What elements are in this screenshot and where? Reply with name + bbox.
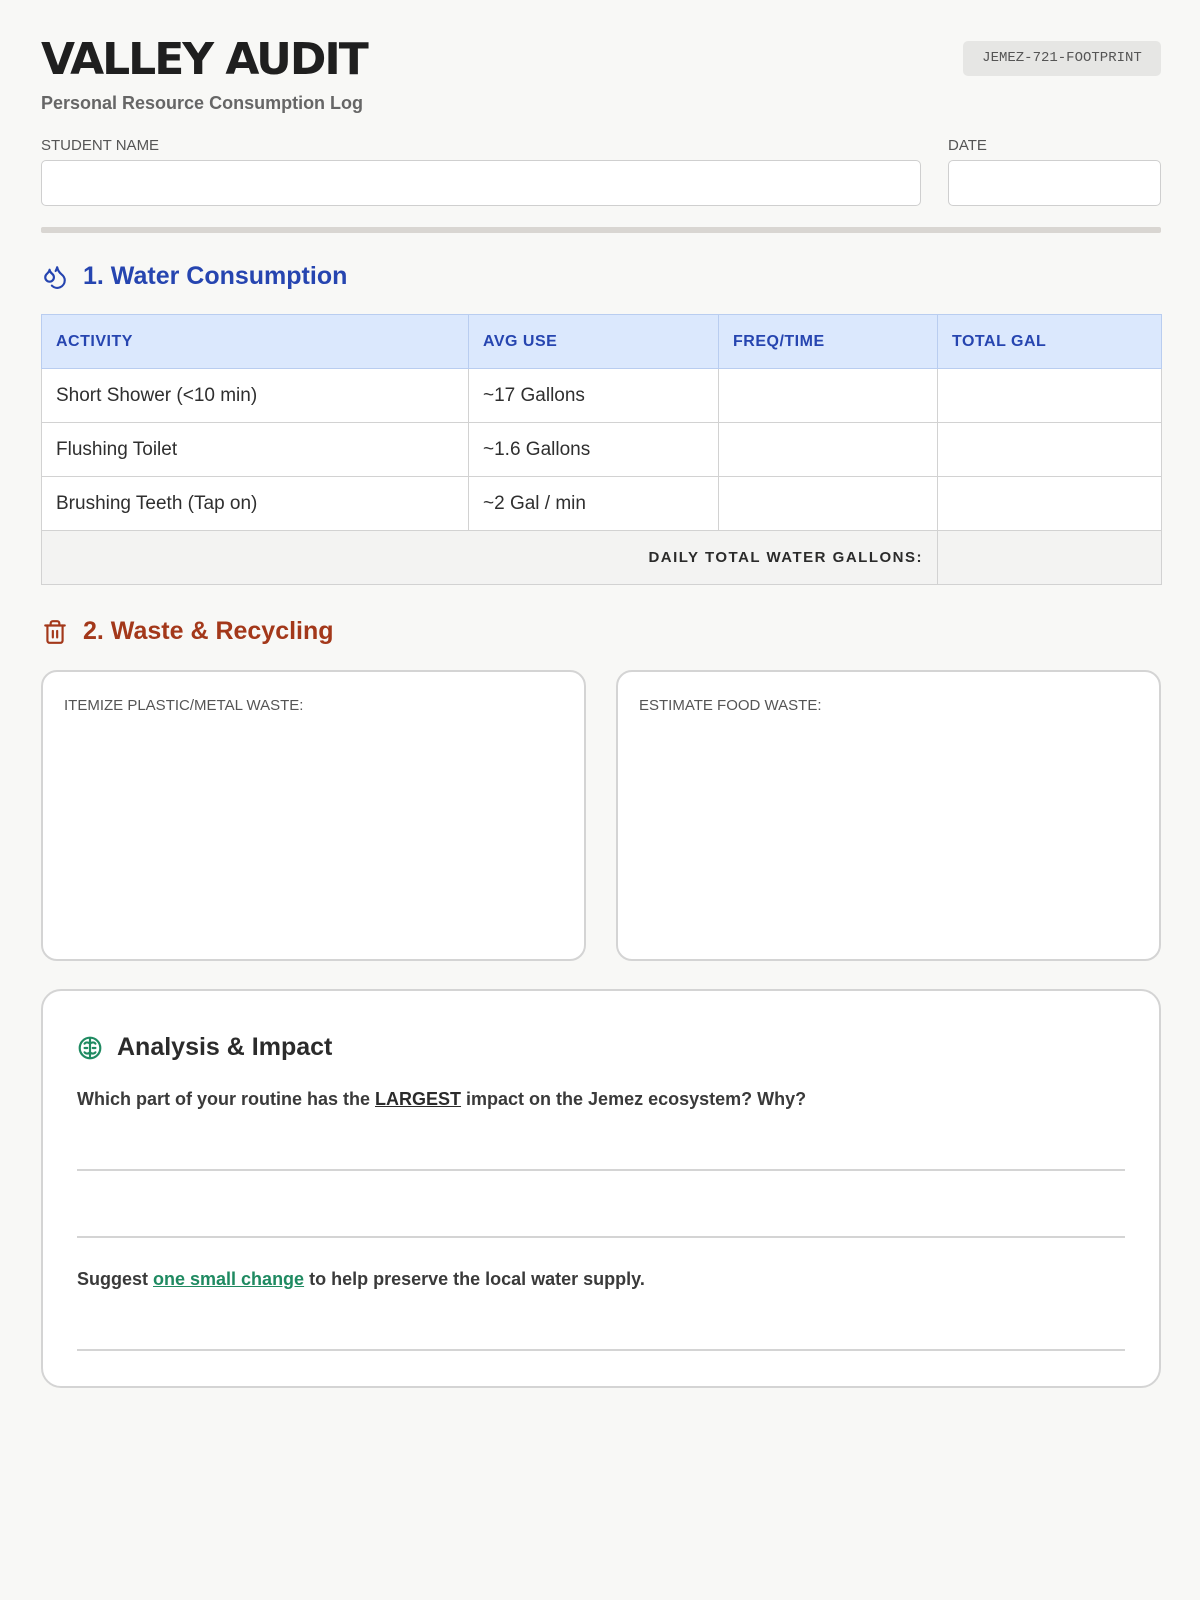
student-name-label: STUDENT NAME (41, 137, 160, 154)
activity-cell: Flushing Toilet (42, 423, 469, 477)
daily-total-label: DAILY TOTAL WATER GALLONS: (42, 531, 938, 585)
waste-section-title: 2. Waste & Recycling (83, 617, 334, 645)
answer-line[interactable] (77, 1169, 1125, 1171)
trash-icon (41, 618, 69, 646)
question-small-change (77, 1269, 645, 1290)
daily-total-cell[interactable] (938, 531, 1162, 585)
table-row (42, 423, 1162, 477)
student-name-field[interactable] (41, 160, 921, 206)
question-text: impact on the Jemez ecosystem? Why? (461, 1089, 807, 1109)
analysis-card (41, 989, 1161, 1388)
freq-time-cell[interactable] (719, 423, 938, 477)
question-largest-impact (77, 1089, 806, 1110)
table-header-row (42, 315, 1162, 369)
water-section-title: 1. Water Consumption (83, 262, 348, 290)
table-row (42, 477, 1162, 531)
avg-use-cell: ~17 Gallons (469, 369, 719, 423)
answer-line[interactable] (77, 1349, 1125, 1351)
activity-cell: Short Shower (<10 min) (42, 369, 469, 423)
droplets-icon (41, 263, 69, 291)
question-text: to help preserve the local water supply. (304, 1269, 645, 1289)
analysis-heading (77, 1033, 332, 1062)
answer-line[interactable] (77, 1236, 1125, 1238)
plastic-metal-waste-box[interactable] (41, 670, 586, 961)
freq-time-cell[interactable] (719, 369, 938, 423)
avg-use-cell: ~2 Gal / min (469, 477, 719, 531)
food-waste-box[interactable] (616, 670, 1161, 961)
page-title: VALLEY AUDIT (41, 34, 367, 85)
column-header: ACTIVITY (42, 315, 469, 369)
food-waste-label: ESTIMATE FOOD WASTE: (639, 697, 822, 714)
activity-cell: Brushing Teeth (Tap on) (42, 477, 469, 531)
total-gal-cell[interactable] (938, 477, 1162, 531)
total-gal-cell[interactable] (938, 369, 1162, 423)
brain-icon (77, 1034, 105, 1062)
total-gal-cell[interactable] (938, 423, 1162, 477)
document-code-badge: JEMEZ-721-FOOTPRINT (963, 41, 1161, 76)
avg-use-cell: ~1.6 Gallons (469, 423, 719, 477)
date-label: DATE (948, 137, 987, 154)
water-consumption-table (41, 314, 1162, 585)
question-text: Suggest (77, 1269, 154, 1289)
plastic-metal-waste-label: ITEMIZE PLASTIC/METAL WASTE: (64, 697, 304, 714)
header-divider (41, 227, 1161, 233)
freq-time-cell[interactable] (719, 477, 938, 531)
question-text: Which part of your routine has the (77, 1089, 376, 1109)
date-field[interactable] (948, 160, 1161, 206)
daily-total-row (42, 531, 1162, 585)
column-header: FREQ/TIME (719, 315, 938, 369)
page-subtitle: Personal Resource Consumption Log (41, 93, 364, 113)
column-header: AVG USE (469, 315, 719, 369)
waste-section-heading (41, 617, 334, 646)
analysis-title: Analysis & Impact (117, 1033, 333, 1061)
question-emphasis: one small change (153, 1269, 305, 1289)
water-section-heading (41, 262, 347, 291)
table-row (42, 369, 1162, 423)
column-header: TOTAL GAL (938, 315, 1162, 369)
question-emphasis: LARGEST (375, 1089, 462, 1109)
